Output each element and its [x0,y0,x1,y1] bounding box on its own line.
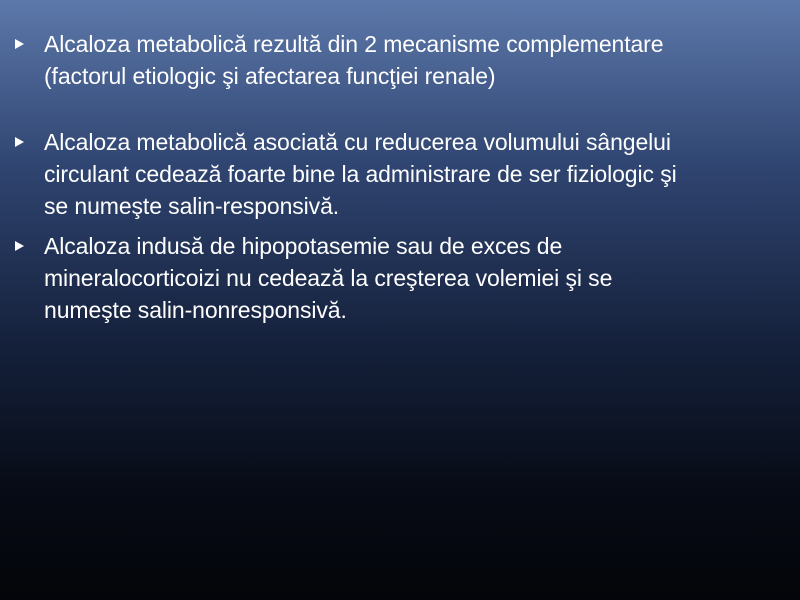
triangle-bullet-icon [15,137,24,147]
bullet-text: Alcaloza indusă de hipopotasemie sau de exces de mineralocorticoizi nu cedează la creşterea volemiei şi se numeşte salin-nonresponsivă. [44,233,613,323]
bullet-item [0,28,800,92]
bullet-text: Alcaloza metabolică asociată cu reducerea volumului sângelui circulant cedează foarte bine la administrare de ser fiziologic şi se numeşte salin-responsivă. [44,129,677,219]
bullet-list [0,28,800,326]
triangle-bullet-icon [15,241,24,251]
bullet-text: Alcaloza metabolică rezultă din 2 mecanisme complementare (factorul etiologic şi afectarea funcţiei renale) [44,31,664,89]
bullet-item [0,230,800,326]
triangle-bullet-icon [15,39,24,49]
bullet-item [0,126,800,222]
